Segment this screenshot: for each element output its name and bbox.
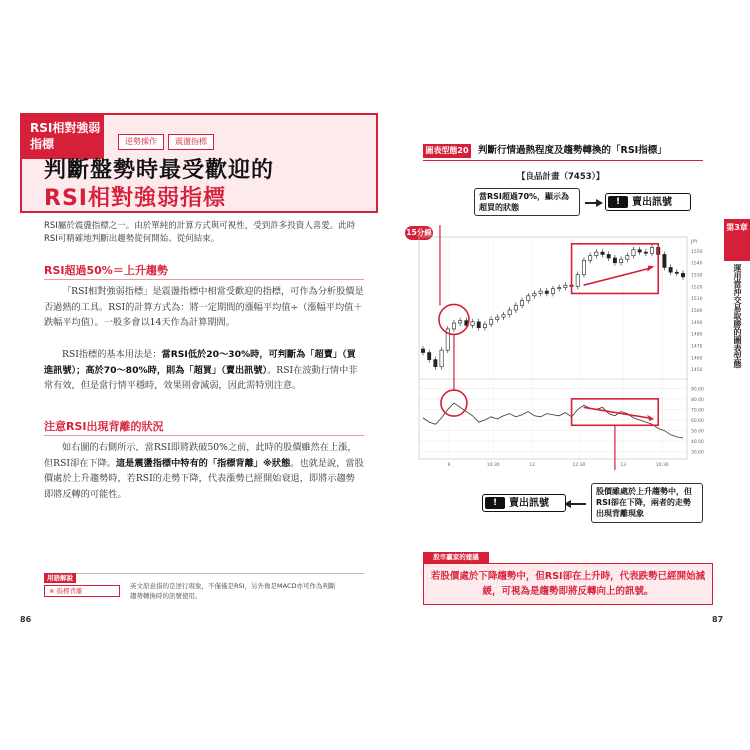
glossary-tab: 用語解說 — [44, 573, 76, 583]
chapter-tab: 第3章 — [724, 219, 750, 261]
price-tick-0: 1550 — [691, 249, 703, 255]
headline-1: 判斷盤勢時最受歡迎的 — [44, 158, 275, 183]
page-number-left: 86 — [20, 615, 32, 624]
exclamation-icon: ! — [608, 196, 628, 208]
stock-chart — [413, 225, 713, 470]
candle-body-16 — [520, 301, 523, 306]
candle-body-14 — [508, 310, 511, 315]
rsi-tick-2: 70.00 — [691, 408, 704, 414]
figure-label: 圖表型態20 — [423, 144, 471, 158]
rsi-tick-5: 40.00 — [691, 440, 704, 446]
advice-box: 若股價處於下降趨勢中，但RSI卻在上升時，代表跌勢已經開始減緩，可視為是趨勢即將反轉向上的訊號。 — [423, 563, 713, 605]
candle-body-10 — [483, 324, 486, 328]
candle-body-42 — [681, 273, 684, 277]
page-number-right: 87 — [712, 615, 724, 624]
divergence-arrowhead-up — [647, 266, 654, 272]
callout-overbought: 當RSI超過70%，顯示為超買的狀態 — [474, 188, 580, 216]
candle-body-5 — [452, 323, 455, 329]
paragraph-3: 如右圖的右側所示，當RSI即將跌破50%之前，此時的股價雖然在上漲，但RSI卻在下降。這是震盪指標中特有的「指標背離」※狀態。也就是說，當股價處於上升趨勢時，若RSI的走勢下降，代表漲勢已經開始衰退，即將示趨勢即將反轉的可能性。 — [44, 442, 364, 500]
candle-body-33 — [626, 256, 629, 260]
candle-body-25 — [576, 275, 579, 287]
candle-body-39 — [663, 254, 666, 267]
candle-body-6 — [458, 321, 461, 323]
candle-body-35 — [638, 250, 641, 252]
paragraph-1: 「RSI相對強弱指標」是震盪指標中相當受歡迎的指標，可作為分析股價是否過熱的工具。RSI的計算方式為：將一定期間的漲幅平均值÷（漲幅平均值＋跌幅平均值）。一般多會以14天作為計算期間。 — [44, 286, 364, 328]
price-tick-2: 1530 — [691, 273, 703, 279]
x-tick-4: 13 — [620, 463, 627, 468]
x-tick-3: 12:30 — [572, 463, 586, 468]
candle-body-40 — [669, 267, 672, 272]
candle-body-0 — [421, 349, 424, 353]
price-tick-1: 1540 — [691, 261, 703, 267]
candle-body-30 — [607, 254, 610, 258]
section-divider-2 — [44, 435, 364, 436]
sell-signal-bottom: ! 賣出訊號 — [482, 494, 566, 512]
rsi-tick-1: 80.00 — [691, 397, 704, 403]
advice-tab: 股市贏家的建議 — [423, 552, 489, 563]
candle-body-26 — [582, 260, 585, 274]
chapter-side-text: 運用當沖交易取勝的圖表型態 — [733, 264, 742, 368]
glossary-term: ※ 指標背離 — [44, 585, 120, 597]
rsi-line — [423, 403, 683, 438]
exclamation-icon-2: ! — [485, 497, 505, 509]
x-tick-1: 10:30 — [486, 463, 500, 468]
stock-name: 【良品計畫（7453）】 — [517, 172, 605, 182]
glossary-text: 英文原意指的是逆行現象，不僅僅是RSI，另外像是MACD亦可作為判斷趨勢轉換時的訊號使用。 — [130, 582, 336, 600]
candle-body-28 — [595, 252, 598, 256]
sell-signal-top: ! 賣出訊號 — [605, 193, 691, 211]
candle-body-15 — [514, 305, 517, 310]
candle-body-1 — [428, 353, 431, 360]
price-tick-6: 1490 — [691, 320, 703, 326]
headline-2: RSI相對強弱指標 — [44, 186, 226, 211]
candle-body-20 — [545, 291, 548, 293]
candle-body-31 — [613, 258, 616, 263]
interval-badge: 15分線 — [405, 226, 433, 240]
callout-divergence: 股價雖處於上升趨勢中，但RSI卻在下降，兩者的走勢出現背離現象 — [591, 483, 703, 523]
candle-body-11 — [489, 319, 492, 324]
candle-body-23 — [564, 285, 567, 287]
price-tick-4: 1510 — [691, 297, 703, 303]
price-tick-8: 1470 — [691, 344, 703, 350]
category-tab: RSI相對強弱 指標 — [20, 113, 104, 159]
section-heading-2: 注意RSI出現背離的狀況 — [44, 420, 164, 433]
price-tick-9: 1460 — [691, 356, 703, 362]
price-unit: JPY — [691, 240, 698, 245]
candle-body-29 — [601, 252, 604, 254]
rsi-tick-0: 90.00 — [691, 387, 704, 393]
intro-text: RSI屬於震盪指標之一。由於單純的計算方式與可視性，受到許多投資人喜愛。此時RSI可精確地判斷出趨勢從何開始、從何結束。 — [44, 221, 356, 244]
figure-divider — [423, 160, 703, 161]
candle-body-36 — [644, 252, 647, 253]
price-tick-3: 1520 — [691, 285, 703, 291]
divergence-arrow-up — [584, 269, 649, 286]
tag-oscillator: 震盪指標 — [168, 134, 214, 150]
x-tick-5: 10:30 — [655, 463, 669, 468]
candle-body-8 — [471, 322, 474, 326]
candle-body-32 — [619, 259, 622, 263]
x-tick-0: 9 — [447, 463, 451, 468]
candle-body-34 — [632, 250, 635, 256]
candle-body-17 — [527, 296, 530, 301]
candle-body-37 — [650, 247, 653, 253]
rsi-tick-3: 60.00 — [691, 419, 704, 424]
arrow-right-top — [585, 202, 597, 204]
candle-body-13 — [502, 315, 505, 317]
candle-body-41 — [675, 272, 678, 273]
section-divider-1 — [44, 279, 364, 280]
candle-body-27 — [588, 256, 591, 261]
section-heading-1: RSI超過50%＝上升趨勢 — [44, 264, 168, 277]
paragraph-2: RSI指標的基本用法是：當RSI低於20～30%時，可判斷為「超賣」（買進訊號）；高於70～80%時，則為「超買」（賣出訊號）。RSI在波動行情中非常有效，但是當行情平穩時，效果則會減弱，因此需特別注意。 — [44, 349, 358, 391]
candle-body-19 — [539, 291, 542, 293]
candle-body-12 — [496, 317, 499, 319]
candle-body-21 — [551, 289, 554, 294]
x-tick-2: 12 — [529, 463, 536, 468]
arrow-left-bottom — [570, 503, 586, 505]
candle-body-22 — [558, 288, 561, 289]
price-tick-10: 1450 — [691, 368, 703, 374]
figure-title: 判斷行情過熱程度及趨勢轉換的「RSI指標」 — [478, 145, 667, 156]
candle-body-18 — [533, 293, 536, 295]
price-tick-5: 1500 — [691, 309, 703, 314]
divergence-arrow-down — [584, 407, 649, 418]
rsi-tick-4: 50.00 — [691, 429, 704, 435]
price-tick-7: 1480 — [691, 332, 703, 338]
tag-contrarian: 逆勢操作 — [118, 134, 164, 150]
candle-body-3 — [440, 350, 443, 367]
rsi-tick-6: 30.00 — [691, 450, 704, 456]
candle-body-2 — [434, 360, 437, 367]
candle-body-9 — [477, 322, 480, 328]
